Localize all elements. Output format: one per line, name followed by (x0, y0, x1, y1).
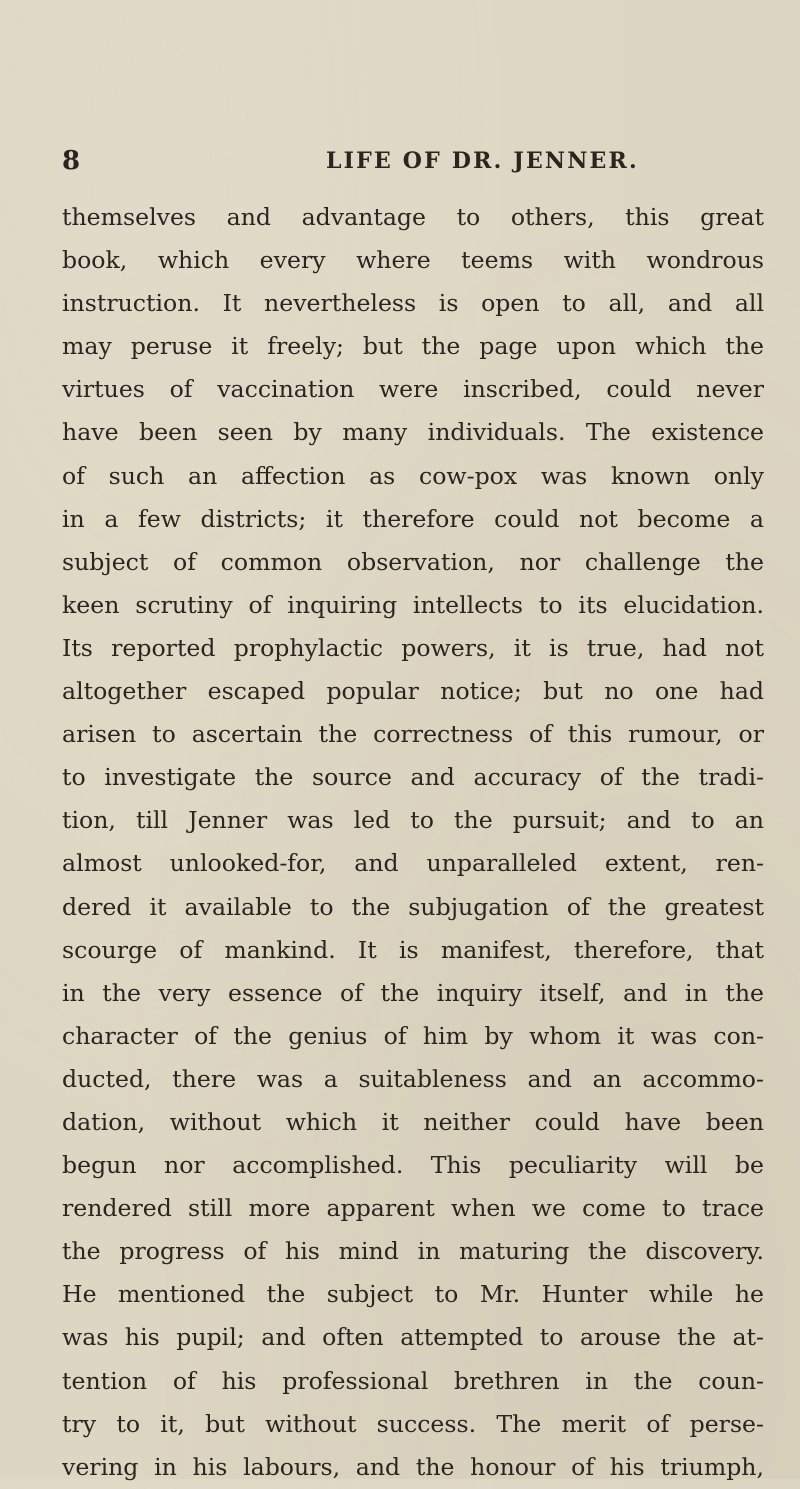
text-line: virtues of vaccination were inscribed, could never (62, 375, 764, 404)
running-head: LIFE OF DR. JENNER. (326, 148, 639, 174)
text-line: the progress of his mind in maturing the discovery. (62, 1237, 764, 1266)
page-header (62, 146, 762, 186)
text-line: may peruse it freely; but the page upon which the (62, 332, 764, 361)
text-line: keen scrutiny of inquiring intellects to its elucidation. (62, 590, 764, 619)
body-text (62, 196, 764, 1489)
text-line: arisen to ascertain the correctness of this rumour, or (62, 720, 764, 749)
text-line: subject of common observation, nor challenge the (62, 547, 764, 576)
text-line: Its reported prophylactic powers, it is true, had not (62, 633, 764, 662)
text-line: to investigate the source and accuracy of the tradi- (62, 763, 764, 792)
text-line: altogether escaped popular notice; but no one had (62, 677, 764, 706)
page-number: 8 (62, 146, 81, 176)
text-line: begun nor accomplished. This peculiarity will be (62, 1151, 764, 1180)
text-line: tention of his professional brethren in the coun- (62, 1366, 764, 1395)
text-line: instruction. It nevertheless is open to all, and all (62, 289, 764, 318)
text-line: almost unlooked-for, and unparalleled extent, ren- (62, 849, 764, 878)
text-line: book, which every where teems with wondrous (62, 246, 764, 275)
text-line: rendered still more apparent when we come to trace (62, 1194, 764, 1223)
text-line: in a few districts; it therefore could not become a (62, 504, 764, 533)
text-line: He mentioned the subject to Mr. Hunter while he (62, 1280, 764, 1309)
text-line: was his pupil; and often attempted to arouse the at- (62, 1323, 764, 1352)
text-line: tion, till Jenner was led to the pursuit; and to an (62, 806, 764, 835)
text-line: have been seen by many individuals. The existence (62, 418, 764, 447)
text-line: dation, without which it neither could have been (62, 1107, 764, 1136)
text-line: in the very essence of the inquiry itself, and in the (62, 978, 764, 1007)
text-line: dered it available to the subjugation of the greatest (62, 892, 764, 921)
text-line: character of the genius of him by whom it was con- (62, 1021, 764, 1050)
text-line: vering in his labours, and the honour of his triumph, (62, 1452, 764, 1481)
text-line: ducted, there was a suitableness and an accommo- (62, 1064, 764, 1093)
text-line: try to it, but without success. The merit of perse- (62, 1409, 764, 1438)
text-line: of such an affection as cow-pox was known only (62, 461, 764, 490)
text-line: scourge of mankind. It is manifest, therefore, that (62, 935, 764, 964)
text-line: themselves and advantage to others, this great (62, 203, 764, 231)
